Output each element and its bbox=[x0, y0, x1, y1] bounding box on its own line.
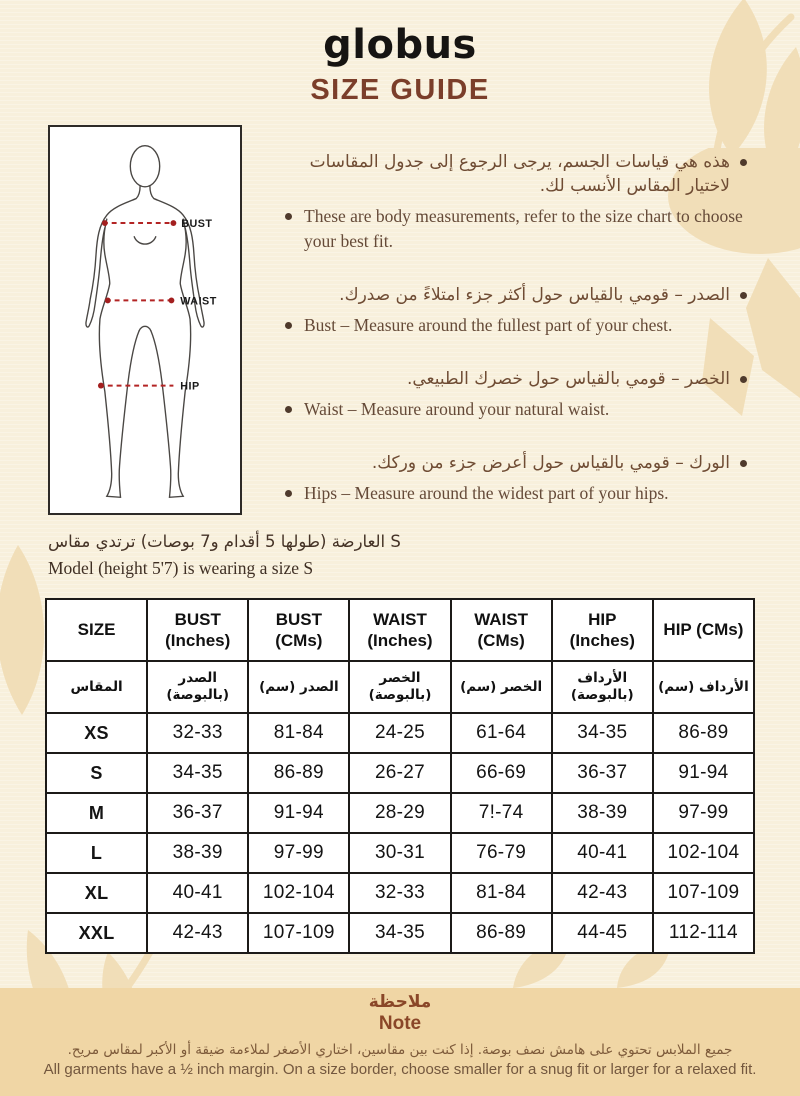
column-header: WAIST (Inches) bbox=[349, 599, 450, 661]
instruction-hips-arabic bbox=[285, 451, 747, 475]
measurement-cell: 32-33 bbox=[147, 713, 248, 753]
bust-label: BUST bbox=[181, 217, 213, 230]
instruction-bust bbox=[285, 283, 747, 338]
instruction-intro bbox=[285, 150, 747, 254]
measurement-cell: 81-84 bbox=[451, 873, 552, 913]
measurement-cell: 40-41 bbox=[552, 833, 653, 873]
size-label: L bbox=[46, 833, 147, 873]
hip-measure-line bbox=[98, 381, 200, 393]
column-header: SIZE bbox=[46, 599, 147, 661]
column-header: المقاس bbox=[46, 661, 147, 713]
instructions-list bbox=[285, 150, 747, 535]
table-row bbox=[46, 873, 754, 913]
measurement-cell: 91-94 bbox=[653, 753, 754, 793]
column-header: WAIST (CMs) bbox=[451, 599, 552, 661]
size-label: XL bbox=[46, 873, 147, 913]
measurement-cell: 112-114 bbox=[653, 913, 754, 953]
measurement-cell: 66-69 bbox=[451, 753, 552, 793]
model-note bbox=[48, 530, 518, 581]
column-header: الخصر (بالبوصة) bbox=[349, 661, 450, 713]
measurement-cell: 81-84 bbox=[248, 713, 349, 753]
measurement-cell: 26-27 bbox=[349, 753, 450, 793]
column-header: HIP (CMs) bbox=[653, 599, 754, 661]
waist-label: WAIST bbox=[180, 295, 217, 308]
measurement-cell: 76-79 bbox=[451, 833, 552, 873]
note-body-english: All garments have a ½ inch margin. On a size border, choose smaller for a snug fit or larger for a relaxed fit. bbox=[43, 1061, 757, 1078]
column-header: HIP (Inches) bbox=[552, 599, 653, 661]
table-row bbox=[46, 833, 754, 873]
measurement-cell: 36-37 bbox=[552, 753, 653, 793]
instruction-waist-english bbox=[285, 397, 747, 422]
instruction-text: Waist – Measure around your natural waist. bbox=[304, 399, 610, 420]
bullet-icon bbox=[740, 460, 747, 467]
instruction-bust-arabic bbox=[285, 283, 747, 307]
bullet-icon bbox=[285, 213, 292, 220]
measurement-cell: 36-37 bbox=[147, 793, 248, 833]
measurement-cell: 86-89 bbox=[653, 713, 754, 753]
table-row bbox=[46, 793, 754, 833]
table-row bbox=[46, 913, 754, 953]
model-note-english: Model (height 5'7) is wearing a size S bbox=[48, 557, 314, 578]
bullet-icon bbox=[285, 322, 292, 329]
instruction-text: Bust – Measure around the fullest part of your chest. bbox=[304, 315, 673, 336]
measurement-cell: 97-99 bbox=[248, 833, 349, 873]
instruction-waist-arabic bbox=[285, 367, 747, 391]
measurement-cell: 61-64 bbox=[451, 713, 552, 753]
measurement-cell: 107-109 bbox=[248, 913, 349, 953]
bullet-icon bbox=[285, 490, 292, 497]
table-header-row-english bbox=[46, 599, 754, 661]
size-label: S bbox=[46, 753, 147, 793]
instruction-waist bbox=[285, 367, 747, 422]
instruction-bust-english bbox=[285, 313, 747, 338]
measurement-cell: 42-43 bbox=[552, 873, 653, 913]
female-figure-illustration bbox=[50, 127, 240, 513]
page-title: SIZE GUIDE bbox=[310, 74, 490, 106]
instruction-hips bbox=[285, 451, 747, 506]
measurement-cell: 38-39 bbox=[552, 793, 653, 833]
note-body-arabic: جميع الملابس تحتوي على هامش نصف بوصة. إذا كنت بين مقاسين، اختاري الأصغر لملاءمة ضيقة أو الأكبر لمقاس مريح. bbox=[67, 1042, 733, 1058]
bullet-icon bbox=[740, 159, 747, 166]
measurement-cell: 102-104 bbox=[248, 873, 349, 913]
table-row bbox=[46, 753, 754, 793]
instruction-hips-english bbox=[285, 481, 747, 506]
measurement-cell: 34-35 bbox=[349, 913, 450, 953]
instruction-text: These are body measurements, refer to the size chart to choose your best fit. bbox=[304, 206, 743, 252]
column-header: الخصر (سم) bbox=[451, 661, 552, 713]
bullet-icon bbox=[740, 376, 747, 383]
measurement-cell: 97-99 bbox=[653, 793, 754, 833]
instruction-text: Hips – Measure around the widest part of your hips. bbox=[304, 483, 669, 503]
note-title-arabic: ملاحظة bbox=[368, 992, 432, 1012]
bust-measure-line bbox=[102, 218, 213, 230]
measurement-cell: 7!-74 bbox=[451, 793, 552, 833]
column-header: BUST (Inches) bbox=[147, 599, 248, 661]
waist-measure-line bbox=[105, 295, 217, 307]
instruction-text: الورك – قومي بالقياس حول أعرض جزء من وركك. bbox=[371, 452, 730, 473]
table-header-row-arabic bbox=[46, 661, 754, 713]
column-header: الصدر (بالبوصة) bbox=[147, 661, 248, 713]
size-label: XXL bbox=[46, 913, 147, 953]
measurement-cell: 86-89 bbox=[248, 753, 349, 793]
measurement-cell: 38-39 bbox=[147, 833, 248, 873]
column-header: الأرداف (بالبوصة) bbox=[552, 661, 653, 713]
brand-logo: globus bbox=[323, 22, 477, 68]
measurement-cell: 34-35 bbox=[147, 753, 248, 793]
measurement-cell: 91-94 bbox=[248, 793, 349, 833]
measurement-cell: 32-33 bbox=[349, 873, 450, 913]
note-section bbox=[0, 992, 800, 1078]
instruction-text: الصدر – قومي بالقياس حول أكثر جزء امتلاءً من صدرك. bbox=[339, 284, 730, 305]
measurement-cell: 102-104 bbox=[653, 833, 754, 873]
size-table bbox=[45, 598, 755, 954]
size-label: XS bbox=[46, 713, 147, 753]
instruction-text: الخصر – قومي بالقياس حول خصرك الطبيعي. bbox=[406, 368, 730, 389]
body-measurement-diagram bbox=[48, 125, 242, 515]
measurement-cell: 40-41 bbox=[147, 873, 248, 913]
bullet-icon bbox=[740, 292, 747, 299]
table-row bbox=[46, 713, 754, 753]
size-label: M bbox=[46, 793, 147, 833]
instruction-text: هذه هي قياسات الجسم، يرجى الرجوع إلى جدول المقاسات لاختيار المقاس الأنسب لك. bbox=[309, 152, 730, 197]
measurement-cell: 34-35 bbox=[552, 713, 653, 753]
measurement-cell: 28-29 bbox=[349, 793, 450, 833]
measurement-cell: 24-25 bbox=[349, 713, 450, 753]
instruction-intro-arabic bbox=[285, 150, 747, 198]
measurement-cell: 30-31 bbox=[349, 833, 450, 873]
measurement-cell: 42-43 bbox=[147, 913, 248, 953]
column-header: الأرداف (سم) bbox=[653, 661, 754, 713]
hip-label: HIP bbox=[180, 380, 200, 393]
measurement-cell: 86-89 bbox=[451, 913, 552, 953]
measurement-cell: 44-45 bbox=[552, 913, 653, 953]
column-header: الصدر (سم) bbox=[248, 661, 349, 713]
column-header: BUST (CMs) bbox=[248, 599, 349, 661]
bullet-icon bbox=[285, 406, 292, 413]
note-title-english: Note bbox=[378, 1013, 422, 1034]
instruction-intro-english bbox=[285, 204, 747, 254]
model-note-arabic: العارضة (طولها 5 أقدام و7 بوصات) ترتدي مقاس S bbox=[48, 532, 401, 551]
measurement-cell: 107-109 bbox=[653, 873, 754, 913]
